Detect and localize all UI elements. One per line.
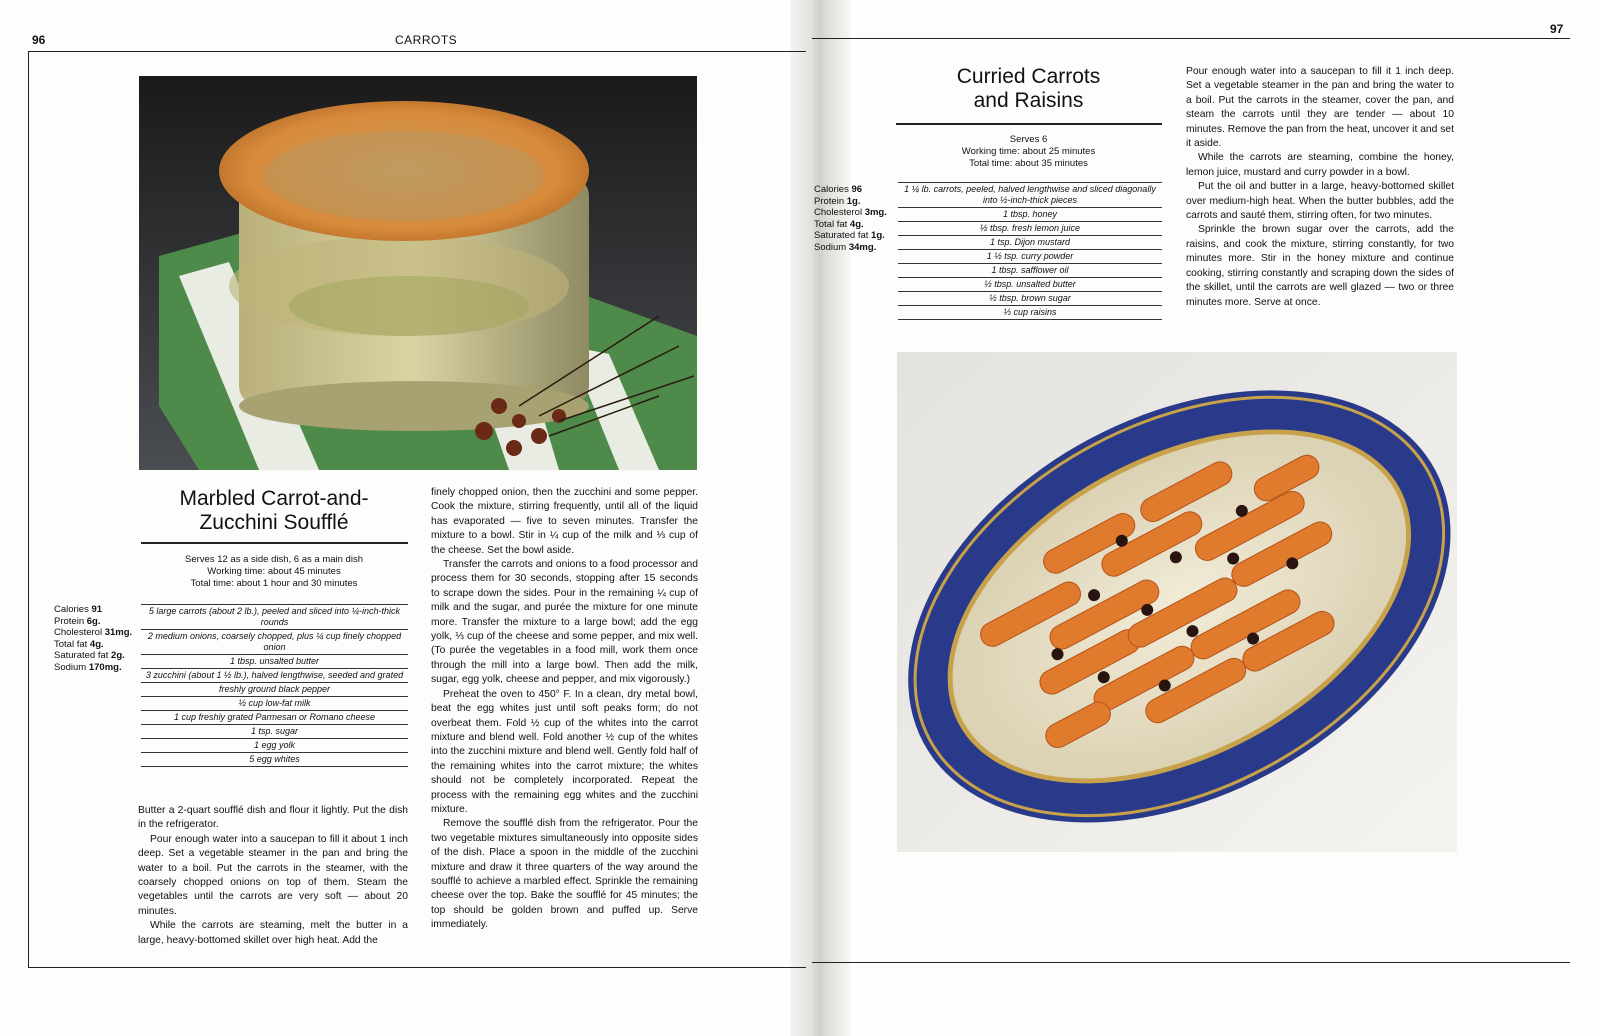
ingredient-item: 1 tbsp. honey [898, 208, 1162, 222]
working-time: Working time: about 45 minutes [207, 566, 341, 577]
nutrition-row: Sodium 34mg. [814, 241, 877, 253]
title-line-2: and Raisins [973, 89, 1084, 112]
total-time: Total time: about 35 minutes [969, 158, 1088, 169]
instruction-paragraph: While the carrots are steaming, melt the butter in a large, heavy-bottomed skillet over high heat. Add the [138, 920, 408, 946]
footer-rule-left [28, 967, 806, 968]
serves-text: Serves 6 [1009, 134, 1048, 145]
title-rule-right [896, 123, 1162, 125]
nutrition-row: Cholesterol 3mg. [814, 207, 887, 218]
curried-carrots-photo [897, 352, 1457, 852]
ingredient-item: 1 cup freshly grated Parmesan or Romano cheese [141, 711, 408, 725]
instruction-paragraph: finely chopped onion, then the zucchini and some pepper. Cook the mixture, stirring frequently, until all of the liquid has evaporated — five to seven minutes. Transfer the mixture to a bowl. Stir in ¼ cup of the milk and ⅓ cup of the cheese. Set the bowl aside. [431, 487, 698, 556]
serves-text: Serves 12 as a side dish, 6 as a main dish [185, 554, 363, 565]
instruction-paragraph: Sprinkle the brown sugar over the carrots, add the raisins, and cook the mixture, stirring constantly, for two minutes more. Stir in the honey mixture and continue cooking, stirring constantly and scraping down the sides of the skillet, until the carrots are well glazed — two or three minutes more. Serve at once. [1186, 224, 1454, 308]
ingredient-item: 1 tsp. sugar [141, 725, 408, 739]
ingredient-item: freshly ground black pepper [141, 683, 408, 697]
instruction-paragraph: Put the oil and butter in a large, heavy-bottomed skillet over medium-high heat. When the butter bubbles, add the carrots and sauté them, stirring often, for two minutes. [1186, 181, 1454, 222]
nutrition-row: Saturated fat 2g. [54, 650, 125, 661]
ingredient-item: 1 egg yolk [141, 739, 408, 753]
ingredient-item: 1 tbsp. safflower oil [898, 264, 1162, 278]
nutrition-row: Total fat 4g. [814, 218, 864, 230]
nutrition-row: Cholesterol 31mg. [54, 627, 133, 638]
ingredient-item: 1 ¼ lb. carrots, peeled, halved lengthwise and sliced diagonally into ½-inch-thick pieces [898, 183, 1162, 208]
ingredient-item: 1 tsp. Dijon mustard [898, 236, 1162, 250]
serves-block-right [895, 134, 1162, 170]
title-rule-left [141, 542, 408, 544]
instruction-paragraph: Pour enough water into a saucepan to fill it about 1 inch deep. Set a vegetable steamer in the pan and bring the water to a boil. Put the carrots in the steamer, with the coarsely chopped onions on top of them. Steam the vegetables until the carrots are very soft — about 20 minutes. [138, 833, 408, 917]
ingredient-list-left [141, 604, 408, 767]
instruction-paragraph: Remove the soufflé dish from the refrigerator. Pour the two vegetable mixtures simultaneously into opposite sides of the dish. Place a spoon in the middle of the zucchini mixture and draw it three quarters of the way around the soufflé to achieve a marbled effect. Sprinkle the remaining cheese over the top. Bake the soufflé for 45 minutes; the top should be golden brown and puffed up. Serve immediately. [431, 818, 698, 931]
working-time: Working time: about 25 minutes [961, 146, 1096, 157]
ingredient-list-right [898, 182, 1162, 320]
nutrition-row: Saturated fat 1g. [814, 230, 885, 241]
ingredient-item: 5 egg whites [141, 753, 408, 767]
instruction-paragraph: Preheat the oven to 450° F. In a clean, dry metal bowl, beat the egg whites just until soft peaks form; do not overbeat them. Fold ½ cup of the whites into the carrot mixture and blend well. Fold another ½ cup of the whites into the zucchini mixture and blend well. Gently fold half of the remaining whites into the carrot mixture; the whites should not be completely incorporated. Repeat the process with the remaining egg whites and the zucchini mixture. [431, 688, 698, 815]
footer-rule-right [812, 962, 1570, 963]
title-line-1: Curried Carrots [956, 65, 1101, 88]
ingredient-item: ½ tbsp. fresh lemon juice [898, 222, 1162, 236]
title-line-1: Marbled Carrot-and- [179, 487, 369, 510]
souffle-photo [139, 76, 697, 470]
nutrition-row: Total fat 4g. [54, 638, 104, 650]
ingredient-item: ⅓ cup raisins [898, 306, 1162, 320]
instruction-paragraph: Butter a 2-quart soufflé dish and flour it lightly. Put the dish in the refrigerator. [138, 805, 408, 831]
instruction-paragraph: Pour enough water into a saucepan to fill it 1 inch deep. Set a vegetable steamer in the pan and bring the water to a boil. Put the carrots in the steamer, cover the pan, and steam the carrots until they are tender — about 10 minutes. Remove the pan from the heat, uncover it and set it aside. [1186, 66, 1454, 150]
header-rule-left [28, 51, 806, 52]
ingredient-item: ½ tbsp. brown sugar [898, 292, 1162, 306]
ingredient-item: ½ cup low-fat milk [141, 697, 408, 711]
running-head: CARROTS [395, 33, 458, 47]
ingredient-item: 5 large carrots (about 2 lb.), peeled and sliced into ¼-inch-thick rounds [141, 605, 408, 630]
instructions-col-2 [431, 486, 698, 933]
nutrition-right [814, 184, 898, 253]
recipe-title-left [140, 487, 408, 535]
nutrition-row: Calories 91 [54, 604, 103, 615]
ingredient-item: 1 tbsp. unsalted butter [141, 655, 408, 669]
ingredient-item: 2 medium onions, coarsely chopped, plus ¼ cup finely chopped onion [141, 630, 408, 655]
ingredient-item: ½ tbsp. unsalted butter [898, 278, 1162, 292]
book-gutter [790, 0, 850, 1036]
header-rule-right [812, 38, 1570, 39]
page-number-right: 97 [1550, 22, 1564, 36]
page-number-left: 96 [32, 33, 46, 47]
serves-block-left [140, 554, 408, 590]
ingredient-item: 3 zucchini (about 1 ½ lb.), halved lengthwise, seeded and grated [141, 669, 408, 683]
recipe-title-right [895, 65, 1162, 113]
nutrition-row: Sodium 170mg. [54, 661, 122, 673]
page-border-left [28, 51, 29, 967]
nutrition-row: Protein 1g. [814, 195, 861, 207]
instructions-col-1 [138, 804, 408, 948]
total-time: Total time: about 1 hour and 30 minutes [190, 578, 358, 589]
instruction-paragraph: Transfer the carrots and onions to a food processor and process them for 30 seconds, stopping after 15 seconds to scrape down the sides. Pour in the remaining ¼ cup of milk and the sugar, and purée the mixture for one minute more. Transfer the mixture to a large bowl; add the egg yolk, ⅓ cup of the cheese and some pepper, and mix well. (To purée the vegetables in a food mill, work them once through the mill into a large bowl. Then add the milk, sugar, egg yolk, cheese and pepper, and mix vigorously.) [431, 559, 698, 686]
nutrition-row: Protein 6g. [54, 615, 101, 627]
title-line-2: Zucchini Soufflé [199, 511, 349, 534]
instructions-right [1186, 65, 1454, 310]
nutrition-left [54, 604, 144, 673]
ingredient-item: 1 ½ tsp. curry powder [898, 250, 1162, 264]
nutrition-row: Calories 96 [814, 184, 863, 195]
instruction-paragraph: While the carrots are steaming, combine the honey, lemon juice, mustard and curry powder in a bowl. [1186, 152, 1454, 178]
